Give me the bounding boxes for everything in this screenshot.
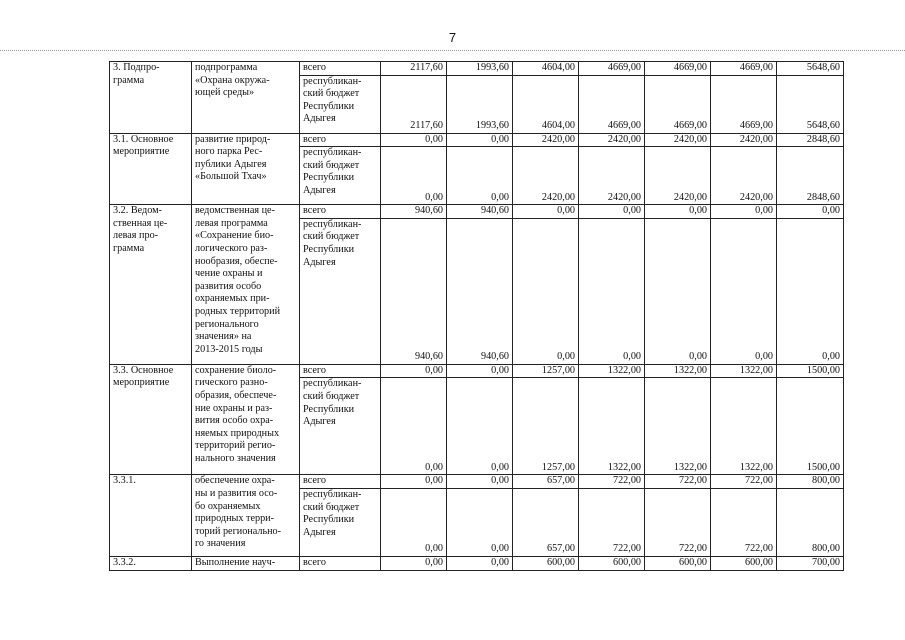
total-value-cell: 2848,60 xyxy=(777,133,844,147)
funding-source-total: всего xyxy=(300,133,381,147)
row-item-name-text: сохранение биоло- гического разно- образия, обеспече- ние охраны и раз- вития особо охра- няемых природных территорий регио- нального значения xyxy=(195,364,280,464)
row-item-name-text: ведомственная це- левая программа «Сохранение био- логического раз- нообразия, обеспе- чение охраны и развития особо охраняемых при- родных территорий регионального значения» на 2013-2015 годы xyxy=(195,205,281,355)
budget-value-cell: 4669,00 xyxy=(579,75,645,133)
row-item-label xyxy=(110,364,192,475)
funding-source-total: всего xyxy=(300,205,381,219)
budget-value-cell: 2420,00 xyxy=(513,147,579,205)
budget-value-cell: 2420,00 xyxy=(579,147,645,205)
funding-source-total: всего xyxy=(300,475,381,489)
budget-value-cell: 722,00 xyxy=(579,488,645,556)
total-value-cell: 0,00 xyxy=(447,475,513,489)
budget-value-cell: 800,00 xyxy=(777,488,844,556)
funding-source-budget xyxy=(300,75,381,133)
total-value-cell: 1993,60 xyxy=(447,62,513,76)
row-item-name-text: обеспечение охра- ны и развития осо- бо охраняемых природных терри- торий регионально- го значения xyxy=(195,475,282,550)
budget-value-cell: 657,00 xyxy=(513,488,579,556)
budget-value-cell: 0,00 xyxy=(513,218,579,364)
budget-value-cell: 5648,60 xyxy=(777,75,844,133)
total-value-cell: 722,00 xyxy=(711,475,777,489)
row-item-label xyxy=(110,475,192,557)
budget-value-cell: 0,00 xyxy=(645,218,711,364)
total-value-cell: 600,00 xyxy=(711,556,777,570)
total-value-cell: 5648,60 xyxy=(777,62,844,76)
funding-source-budget-text: республикан- ский бюджет Республики Адыгея xyxy=(303,378,362,428)
budget-value-cell: 0,00 xyxy=(381,488,447,556)
total-value-cell: 600,00 xyxy=(579,556,645,570)
total-value-cell: 0,00 xyxy=(579,205,645,219)
budget-value-cell: 0,00 xyxy=(777,218,844,364)
total-value-cell: 1322,00 xyxy=(711,364,777,378)
budget-value-cell: 1500,00 xyxy=(777,378,844,475)
funding-source-budget xyxy=(300,378,381,475)
row-item-label xyxy=(110,62,192,134)
total-value-cell: 0,00 xyxy=(447,364,513,378)
total-value-cell: 0,00 xyxy=(513,205,579,219)
budget-value-cell: 1993,60 xyxy=(447,75,513,133)
total-value-cell: 722,00 xyxy=(645,475,711,489)
budget-value-cell: 1322,00 xyxy=(579,378,645,475)
funding-source-budget-text: республикан- ский бюджет Республики Адыгея xyxy=(303,147,362,196)
table-row xyxy=(110,205,844,219)
row-item-label-text: 3.3.2. xyxy=(113,556,136,568)
budget-value-cell: 940,60 xyxy=(381,218,447,364)
total-value-cell: 0,00 xyxy=(447,556,513,570)
table-row xyxy=(110,133,844,147)
row-item-name xyxy=(192,475,300,557)
total-value-cell: 4669,00 xyxy=(579,62,645,76)
funding-source-budget xyxy=(300,218,381,364)
funding-source-budget-text: республикан- ский бюджет Республики Адыгея xyxy=(303,488,362,538)
row-item-label xyxy=(110,556,192,570)
row-item-name xyxy=(192,133,300,205)
total-value-cell: 0,00 xyxy=(777,205,844,219)
scan-artifact-line xyxy=(0,50,905,52)
total-value-cell: 2420,00 xyxy=(645,133,711,147)
total-value-cell: 2420,00 xyxy=(513,133,579,147)
funding-source-total: всего xyxy=(300,62,381,76)
total-value-cell: 2420,00 xyxy=(711,133,777,147)
table-row xyxy=(110,475,844,489)
budget-value-cell: 722,00 xyxy=(645,488,711,556)
funding-source-total: всего xyxy=(300,364,381,378)
budget-value-cell: 4669,00 xyxy=(645,75,711,133)
budget-value-cell: 1257,00 xyxy=(513,378,579,475)
budget-value-cell: 1322,00 xyxy=(711,378,777,475)
row-item-label xyxy=(110,205,192,365)
budget-value-cell: 4669,00 xyxy=(711,75,777,133)
total-value-cell: 0,00 xyxy=(381,133,447,147)
total-value-cell: 722,00 xyxy=(579,475,645,489)
total-value-cell: 2117,60 xyxy=(381,62,447,76)
total-value-cell: 0,00 xyxy=(645,205,711,219)
total-value-cell: 1500,00 xyxy=(777,364,844,378)
budget-value-cell: 0,00 xyxy=(579,218,645,364)
row-item-label xyxy=(110,133,192,205)
budget-value-cell: 2420,00 xyxy=(711,147,777,205)
table-row xyxy=(110,62,844,76)
total-value-cell: 0,00 xyxy=(447,133,513,147)
budget-value-cell: 940,60 xyxy=(447,218,513,364)
budget-table-body xyxy=(110,62,844,571)
budget-value-cell: 2117,60 xyxy=(381,75,447,133)
total-value-cell: 940,60 xyxy=(381,205,447,219)
budget-value-cell: 2848,60 xyxy=(777,147,844,205)
budget-value-cell: 0,00 xyxy=(447,147,513,205)
total-value-cell: 800,00 xyxy=(777,475,844,489)
table-row xyxy=(110,364,844,378)
total-value-cell: 600,00 xyxy=(645,556,711,570)
funding-source-budget-text: республикан- ский бюджет Республики Адыгея xyxy=(303,75,362,125)
funding-source-budget-text: республикан- ский бюджет Республики Адыгея xyxy=(303,218,362,268)
row-item-name xyxy=(192,364,300,475)
row-item-name-text: развитие природ- ного парка Рес- публики Адыгея «Большой Тхач» xyxy=(195,133,271,183)
row-item-label-text: 3.1. Основное мероприятие xyxy=(113,133,174,158)
total-value-cell: 4669,00 xyxy=(645,62,711,76)
total-value-cell: 0,00 xyxy=(381,556,447,570)
total-value-cell: 2420,00 xyxy=(579,133,645,147)
funding-source-budget xyxy=(300,147,381,205)
total-value-cell: 1257,00 xyxy=(513,364,579,378)
row-item-name xyxy=(192,556,300,570)
budget-value-cell: 722,00 xyxy=(711,488,777,556)
total-value-cell: 657,00 xyxy=(513,475,579,489)
budget-value-cell: 2420,00 xyxy=(645,147,711,205)
total-value-cell: 940,60 xyxy=(447,205,513,219)
total-value-cell: 700,00 xyxy=(777,556,844,570)
row-item-name xyxy=(192,205,300,365)
row-item-name-text: Выполнение науч- xyxy=(195,556,276,568)
total-value-cell: 1322,00 xyxy=(579,364,645,378)
budget-table xyxy=(109,61,844,571)
row-item-label-text: 3.2. Ведом- ственная це- левая про- грамма xyxy=(113,205,168,254)
total-value-cell: 4604,00 xyxy=(513,62,579,76)
budget-value-cell: 1322,00 xyxy=(645,378,711,475)
row-item-label-text: 3.3.1. xyxy=(113,475,136,487)
row-item-name xyxy=(192,62,300,134)
row-item-name-text: подпрограмма «Охрана окружа- ющей среды» xyxy=(195,62,270,99)
budget-value-cell: 0,00 xyxy=(711,218,777,364)
table-row xyxy=(110,556,844,570)
budget-value-cell: 4604,00 xyxy=(513,75,579,133)
page-number: 7 xyxy=(448,30,457,45)
total-value-cell: 0,00 xyxy=(711,205,777,219)
budget-value-cell: 0,00 xyxy=(447,378,513,475)
budget-value-cell: 0,00 xyxy=(381,147,447,205)
total-value-cell: 0,00 xyxy=(381,475,447,489)
budget-value-cell: 0,00 xyxy=(447,488,513,556)
funding-source-total: всего xyxy=(300,556,381,570)
row-item-label-text: 3. Подпро- грамма xyxy=(113,62,160,86)
row-item-label-text: 3.3. Основное мероприятие xyxy=(113,364,174,389)
total-value-cell: 600,00 xyxy=(513,556,579,570)
total-value-cell: 4669,00 xyxy=(711,62,777,76)
budget-value-cell: 0,00 xyxy=(381,378,447,475)
funding-source-budget xyxy=(300,488,381,556)
total-value-cell: 0,00 xyxy=(381,364,447,378)
total-value-cell: 1322,00 xyxy=(645,364,711,378)
